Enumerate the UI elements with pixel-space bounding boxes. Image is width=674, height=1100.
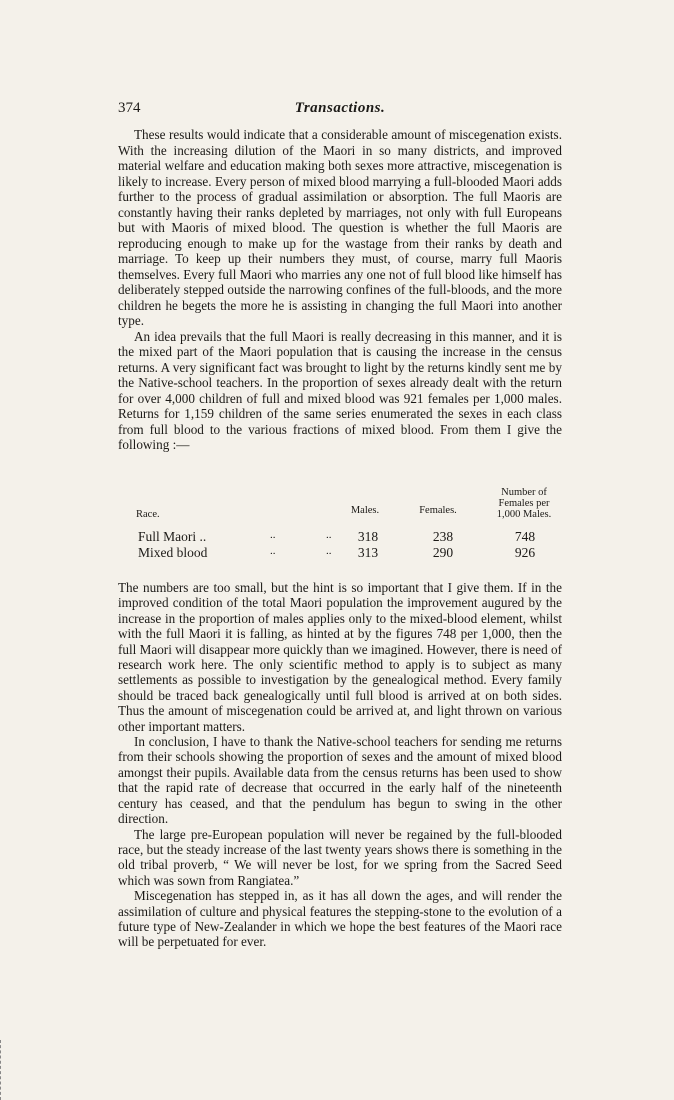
leader-dots: ..: [326, 545, 332, 557]
page-header: [118, 100, 562, 120]
column-header-race: Race.: [136, 509, 160, 520]
column-header-females: Females.: [419, 505, 457, 516]
table-row: [138, 529, 562, 545]
binding-edge-mark: [0, 1040, 5, 1100]
paragraph: An idea prevails that the full Maori is really decreasing in this manner, and it is the mixed part of the Maori population that is causing the increase in the census returns. A very significant fact was brought to light by the returns kindly sent me by the Native-school teachers. In the proportion of sexes already dealt with the return for over 4,000 children of full and mixed blood was 921 females per 1,000 males. Returns for 1,159 children of the same series enumerated the sexes in each class from full blood to the various fractions of mixed blood. From them I give the following :—: [118, 328, 562, 452]
page-number: 374: [118, 100, 141, 116]
paragraph: In conclusion, I have to thank the Native-school teachers for sending me returns from their schools showing the proportion of sexes and the amount of mixed blood amongst their pupils. Available data from the census returns has been used to show that the rapid rate of decrease that occurred in the early half of the nineteenth century has ceased, and that the pendulum has begun to swing in the other direction.: [118, 734, 562, 827]
table-row: [138, 545, 562, 561]
column-header-females-per-1000: Number of Females per 1,000 Males.: [496, 487, 552, 520]
leader-dots: ..: [270, 529, 276, 541]
per-1000-cell: 748: [514, 529, 536, 544]
females-cell: 238: [432, 529, 454, 544]
paragraph: Miscegenation has stepped in, as it has all down the ages, and will render the assimilation of culture and physical features the stepping-stone to the evolution of a future type of New-Zealander in which we hope the best features of the Maori race will be perpetuated for ever.: [118, 888, 562, 950]
column-header-males: Males.: [350, 505, 380, 516]
per-1000-cell: 926: [514, 545, 536, 560]
leader-dots: ..: [326, 529, 332, 541]
race-cell: Full Maori ..: [138, 529, 207, 544]
running-title: Transactions.: [294, 100, 386, 116]
leader-dots: ..: [270, 545, 276, 557]
paragraph: The large pre-European population will never be regained by the full-blooded race, but the steady increase of the last twenty years shows there is something in the old tribal proverb, “ We will never be lost, for we spring from the Sacred Seed which was sown from Rangiatea.”: [118, 826, 562, 888]
males-cell: 313: [357, 545, 379, 560]
females-cell: 290: [432, 545, 454, 560]
paragraph: These results would indicate that a considerable amount of miscegenation exists. With the increasing dilution of the Maori in so many districts, and improved material welfare and education making both sexes more attractive, miscegenation is likely to increase. Every person of mixed blood marrying a full-blooded Maori adds further to the process of gradual assimilation or absorption. The full Maoris are constantly having their ranks depleted by marriages, not only with full Europeans but with Maoris of mixed blood. The question is whether the full Maoris are reproducing enough to make up for the wastage from their ranks by death and marriage. To keep up their numbers they must, of course, marry full Maoris themselves. Every full Maori who marries any one not of full blood like himself has deliberately stepped outside the narrowing confines of the full-bloods, and the more children he begets the more he is assisting in changing the full Maori into another type.: [118, 127, 562, 328]
males-cell: 318: [357, 529, 379, 544]
paragraph: The numbers are too small, but the hint is so important that I give them. If in the improved condition of the total Maori population the improvement augured by the increase in the proportion of males applies only to the mixed-blood element, whilst with the full Maori it is falling, as hinted at by the figures 748 per 1,000, then the full Maori will disappear more quickly than we imagined. However, there is need of research work here. The only scientific method to apply is to subject as many settlements as possible to investigation by the genealogical method. Every family should be traced back genealogically until full blood is arrived at on both sides. Thus the amount of miscegenation could be arrived at, and light thrown on various other important matters.: [118, 580, 562, 734]
body-text-top: [118, 127, 562, 453]
race-cell: Mixed blood: [138, 545, 208, 560]
body-text-bottom: [118, 580, 562, 950]
